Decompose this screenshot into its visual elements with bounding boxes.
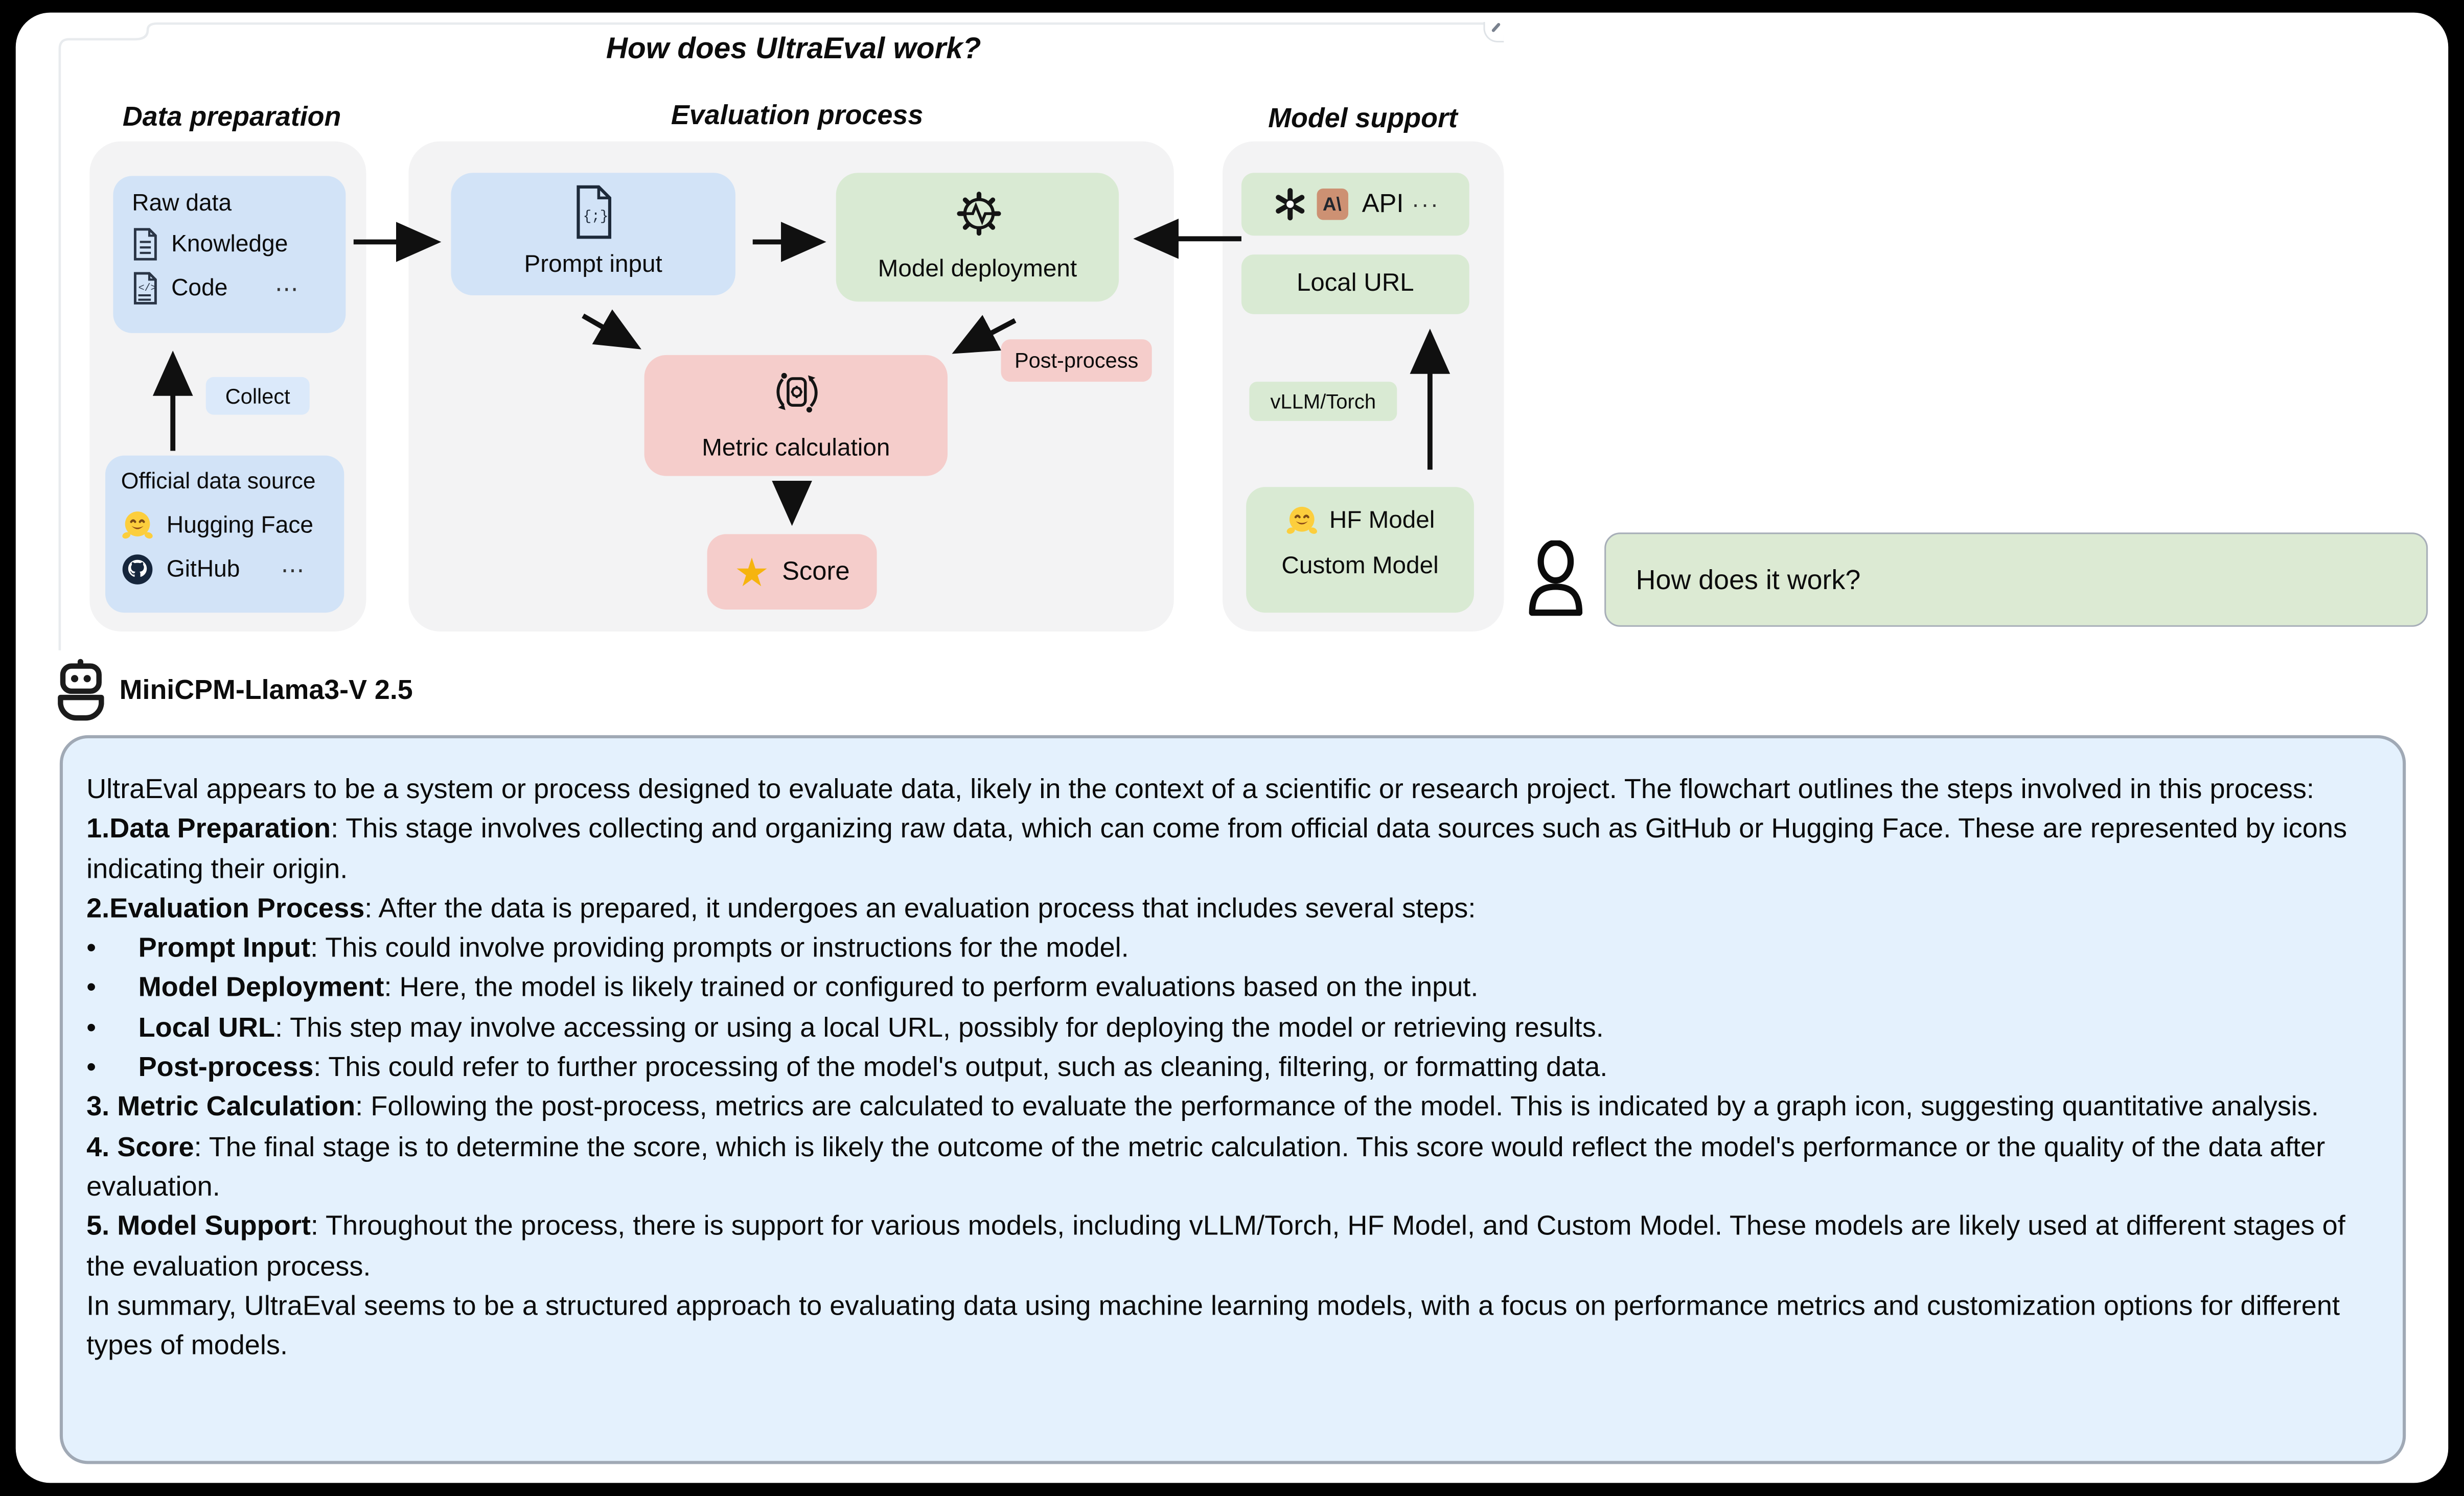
api-ellipsis: ··· bbox=[1411, 191, 1440, 218]
raw-data-item-label: Code bbox=[171, 275, 228, 302]
github-icon bbox=[121, 553, 154, 586]
response-bullet: • Prompt Input: This could involve providing prompts or instructions for the model. bbox=[86, 931, 1129, 964]
user-icon bbox=[1526, 541, 1585, 619]
ellipsis: ⋯ bbox=[281, 556, 306, 584]
post-process-label: Post-process bbox=[1001, 339, 1152, 382]
star-icon: ★ bbox=[734, 549, 770, 595]
robot-icon bbox=[57, 658, 107, 721]
response-paragraph: 5. Model Support: Throughout the process, there is support for various models, including vLLM/Torch, HF Model, and Custom Model. These models are likely used at different stages of the evaluation process. bbox=[86, 1210, 2345, 1281]
collect-label: Collect bbox=[206, 377, 310, 415]
gear-pulse-icon bbox=[951, 184, 1007, 244]
raw-data-title: Raw data bbox=[132, 190, 232, 217]
response-paragraph: UltraEval appears to be a system or process designed to evaluate data, likely in the context of a scientific or research project. The flowchart outlines the steps involved in this process: bbox=[86, 773, 2314, 805]
svg-text:{;}: {;} bbox=[583, 208, 609, 225]
model-deployment-label: Model deployment bbox=[878, 256, 1077, 283]
custom-model-label: Custom Model bbox=[1281, 553, 1439, 580]
hugging-face-icon bbox=[1285, 504, 1319, 537]
metric-loop-icon bbox=[768, 364, 825, 424]
response-bullet: • Local URL: This step may involve accessing or using a local URL, possibly for deploying the model or retrieving results. bbox=[86, 1011, 1604, 1043]
doc-text-icon bbox=[132, 228, 158, 261]
api-label: API bbox=[1362, 189, 1404, 218]
response-bullet: • Post-process: This could refer to further processing of the model's output, such as cleaning, filtering, or formatting data. bbox=[86, 1051, 1608, 1083]
hf-model-label: HF Model bbox=[1329, 506, 1435, 533]
response-paragraph: In summary, UltraEval seems to be a structured approach to evaluating data using machine learning models, with a focus on performance metrics and customization options for different types of models. bbox=[86, 1289, 2340, 1361]
local-url-box: Local URL bbox=[1241, 254, 1469, 314]
vllm-torch-label: vLLM/Torch bbox=[1249, 382, 1397, 421]
model-name: MiniCPM-Llama3-V 2.5 bbox=[119, 674, 413, 706]
metric-calculation-box bbox=[644, 355, 948, 476]
response-paragraph: 4. Score: The final stage is to determine the score, which is likely the outcome of the metric calculation. This score would reflect the model's performance or the quality of the data after evaluation. bbox=[86, 1130, 2325, 1202]
response-paragraph: 3. Metric Calculation: Following the post-process, metrics are calculated to evaluate the performance of the model. This is indicated by a graph icon, suggesting quantitative analysis. bbox=[86, 1090, 2319, 1123]
section-title-model-support: Model support bbox=[1268, 102, 1458, 134]
openai-icon bbox=[1271, 185, 1308, 223]
demo-card bbox=[16, 13, 2448, 1483]
hugging-face-icon bbox=[121, 509, 154, 542]
svg-text:</>: </> bbox=[138, 282, 157, 294]
official-data-source-box bbox=[105, 456, 344, 613]
hf-model-box bbox=[1246, 487, 1474, 613]
section-title-data-preparation: Data preparation bbox=[122, 100, 341, 132]
section-title-evaluation-process: Evaluation process bbox=[671, 99, 924, 131]
raw-data-item-label: Knowledge bbox=[171, 230, 288, 258]
user-question-text: How does it work? bbox=[1636, 563, 1861, 595]
doc-code-icon bbox=[132, 272, 158, 305]
response-paragraph: 2.Evaluation Process: After the data is prepared, it undergoes an evaluation process that includes several steps: bbox=[86, 892, 1476, 924]
score-label: Score bbox=[782, 556, 850, 586]
user-message-bubble bbox=[1604, 532, 2428, 626]
anthropic-icon: A\ bbox=[1317, 189, 1348, 220]
figure-title: How does UltraEval work? bbox=[606, 33, 981, 66]
source-item-label: GitHub bbox=[166, 556, 240, 583]
prompt-doc-icon bbox=[570, 184, 617, 241]
api-box bbox=[1241, 173, 1469, 236]
score-box bbox=[707, 534, 877, 610]
metric-calculation-label: Metric calculation bbox=[702, 435, 890, 462]
official-data-source-title: Official data source bbox=[121, 470, 316, 495]
response-bullet: • Model Deployment: Here, the model is likely trained or configured to perform evaluations based on the input. bbox=[86, 971, 1479, 1003]
prompt-input-label: Prompt input bbox=[524, 251, 662, 278]
model-deployment-box bbox=[836, 173, 1119, 301]
source-item-label: Hugging Face bbox=[166, 512, 314, 539]
prompt-input-box bbox=[451, 173, 735, 295]
response-paragraph: 1.Data Preparation: This stage involves collecting and organizing raw data, which can come from official data sources such as GitHub or Hugging Face. These are represented by icons indicating their origin. bbox=[86, 812, 2347, 884]
ellipsis: ⋯ bbox=[274, 275, 300, 302]
raw-data-box bbox=[113, 176, 346, 333]
assistant-response-box bbox=[60, 735, 2406, 1464]
